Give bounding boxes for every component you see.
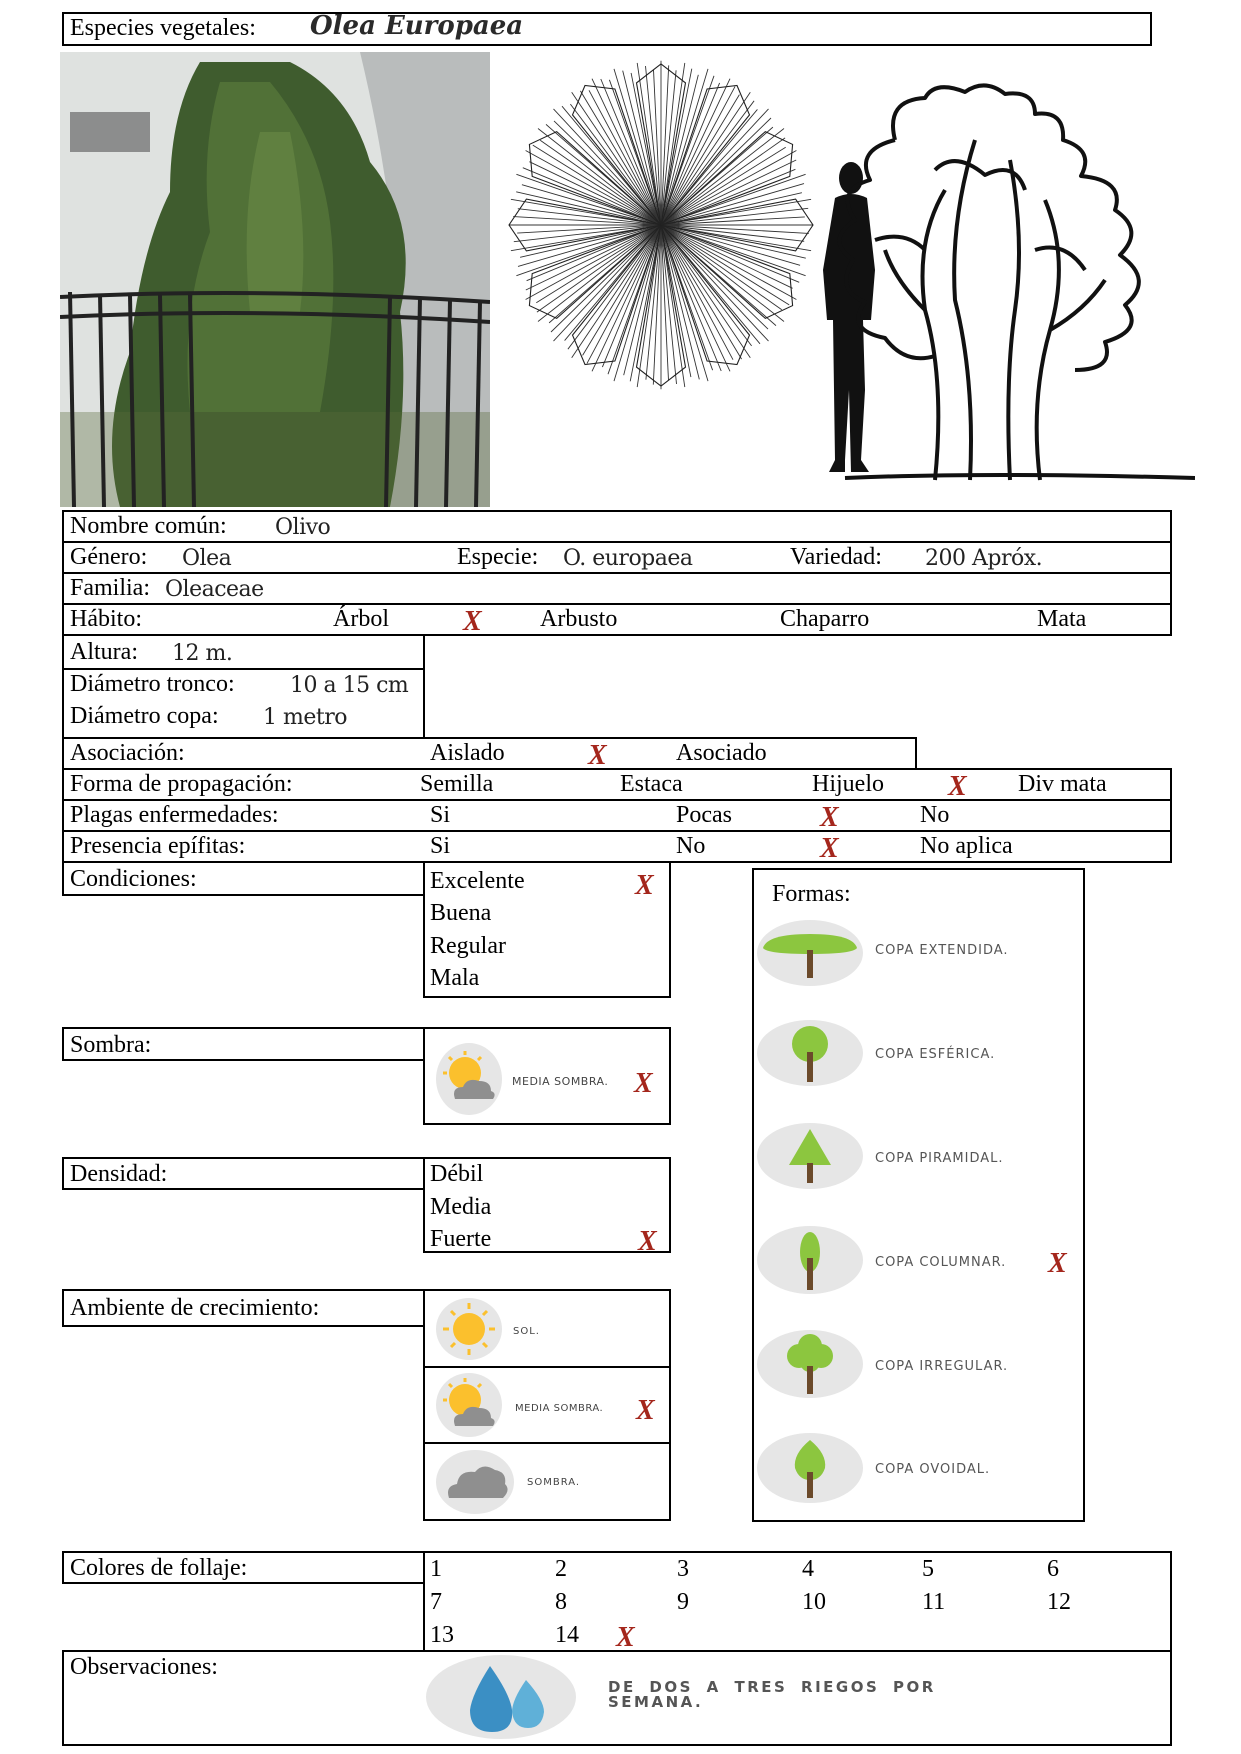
propagation-option-cutting: Estaca [620, 771, 683, 797]
shade-option-text: MEDIA SOMBRA. [512, 1075, 609, 1088]
foliage-number: 8 [555, 1589, 567, 1615]
growth-env-divider-2 [423, 1442, 671, 1444]
epiphytes-option-yes: Si [430, 833, 451, 859]
habit-label: Hábito: [70, 606, 142, 632]
common-name-label: Nombre común: [70, 513, 227, 539]
growth-env-option-partial: MEDIA SOMBRA. [515, 1403, 604, 1414]
shapes-label: Formas: [772, 881, 851, 907]
columnar-crown-icon [757, 1228, 863, 1292]
foliage-number: 6 [1047, 1556, 1059, 1582]
species-name: Olea Europaea [310, 11, 524, 41]
habit-option-mata: Mata [1037, 606, 1087, 632]
association-label: Asociación: [70, 740, 185, 766]
habit-option-tree: Árbol [333, 606, 389, 632]
crown-label: Diámetro copa: [70, 703, 219, 729]
association-option-associated: Asociado [676, 740, 767, 766]
propagation-label: Forma de propagación: [70, 771, 293, 797]
foliage-number: 4 [802, 1556, 814, 1582]
ovoid-crown-icon [757, 1436, 863, 1500]
trunk-label: Diámetro tronco: [70, 671, 235, 697]
foliage-number: 2 [555, 1556, 567, 1582]
cloud-icon [445, 1462, 509, 1502]
shade-label: Sombra: [70, 1032, 152, 1058]
tree-elevation-drawing [785, 80, 1195, 490]
observations-label: Observaciones: [70, 1654, 218, 1680]
density-mark: X [638, 1226, 657, 1257]
pyramidal-crown-icon [757, 1125, 863, 1187]
density-option-weak: Débil [430, 1161, 484, 1187]
irregular-crown-icon [757, 1332, 863, 1396]
growth-env-divider-1 [423, 1366, 671, 1368]
conditions-option-good: Buena [430, 900, 492, 926]
genus-label: Género: [70, 544, 148, 570]
conditions-option-regular: Regular [430, 933, 506, 959]
family-value: Oleaceae [165, 577, 264, 602]
conditions-option-excellent: Excelente [430, 868, 525, 894]
habit-option-chaparro: Chaparro [780, 606, 870, 632]
water-drops-icon [450, 1660, 560, 1740]
propagation-mark: X [948, 771, 967, 802]
epiphytes-label: Presencia epífitas: [70, 833, 246, 859]
conditions-mark: X [635, 870, 654, 901]
trunk-value: 10 a 15 cm [290, 673, 409, 698]
observations-text: DE DOS A TRES RIEGOS POR SEMANA. [608, 1678, 936, 1711]
foliage-number: 14 [555, 1622, 579, 1648]
family-label: Familia: [70, 575, 150, 601]
foliage-number: 1 [430, 1556, 442, 1582]
density-label: Densidad: [70, 1161, 168, 1187]
conditions-label: Condiciones: [70, 866, 197, 892]
crown-value: 1 metro [263, 705, 347, 730]
height-label: Altura: [70, 639, 138, 665]
foliage-number: 3 [677, 1556, 689, 1582]
pests-mark: X [820, 802, 839, 833]
epiphytes-option-no: No [676, 833, 706, 859]
spherical-crown-icon [757, 1022, 863, 1084]
epiphytes-option-na: No aplica [920, 833, 1013, 859]
density-option-strong: Fuerte [430, 1226, 492, 1252]
spreading-crown-icon [757, 926, 863, 982]
shape-option-pyramidal: COPA PIRAMIDAL. [875, 1151, 1004, 1166]
row-common-name [62, 510, 1172, 543]
height-value: 12 m. [172, 641, 233, 666]
propagation-option-sucker: Hijuelo [812, 771, 884, 797]
variety-label: Variedad: [790, 544, 882, 570]
density-option-medium: Media [430, 1194, 492, 1220]
variety-value: 200 Apróx. [925, 546, 1043, 571]
association-option-isolated: Aislado [430, 740, 505, 766]
tree-photo [60, 52, 490, 507]
sun-icon [443, 1303, 495, 1355]
association-mark: X [588, 740, 607, 771]
shape-option-spreading: COPA EXTENDIDA. [875, 943, 1009, 958]
foliage-number: 9 [677, 1589, 689, 1615]
foliage-number: 11 [922, 1589, 946, 1615]
partly-cloudy-icon [441, 1378, 497, 1434]
pests-option-yes: Si [430, 802, 451, 828]
shape-mark: X [1048, 1248, 1067, 1279]
foliage-number: 13 [430, 1622, 454, 1648]
shape-option-columnar: COPA COLUMNAR. [875, 1255, 1007, 1270]
foliage-number: 12 [1047, 1589, 1071, 1615]
species-field-label: Especie: [457, 544, 539, 570]
shape-option-ovoid: COPA OVOIDAL. [875, 1462, 991, 1477]
foliage-number: 5 [922, 1556, 934, 1582]
growth-env-label: Ambiente de crecimiento: [70, 1295, 320, 1321]
growth-env-option-sun: SOL. [513, 1326, 540, 1337]
habit-mark: X [463, 606, 482, 637]
pests-label: Plagas enfermedades: [70, 802, 279, 828]
foliage-mark: X [616, 1622, 635, 1653]
growth-env-option-shade: SOMBRA. [527, 1477, 581, 1488]
genus-value: Olea [182, 546, 232, 571]
propagation-option-division: Div mata [1018, 771, 1107, 797]
shade-mark: X [634, 1068, 653, 1099]
species-field-value: O. europaea [563, 546, 693, 571]
common-name-value: Olivo [275, 515, 331, 540]
species-header-label: Especies vegetales: [70, 15, 256, 41]
growth-env-mark: X [636, 1395, 655, 1426]
shape-option-irregular: COPA IRREGULAR. [875, 1359, 1009, 1374]
propagation-option-seed: Semilla [420, 771, 494, 797]
epiphytes-mark: X [820, 833, 839, 864]
pests-option-no: No [920, 802, 950, 828]
pests-option-few: Pocas [676, 802, 732, 828]
foliage-label: Colores de follaje: [70, 1555, 248, 1581]
habit-option-shrub: Arbusto [540, 606, 618, 632]
foliage-number: 7 [430, 1589, 442, 1615]
plan-view-drawing [505, 55, 817, 395]
conditions-option-bad: Mala [430, 965, 480, 991]
partly-cloudy-icon [441, 1051, 497, 1107]
foliage-number: 10 [802, 1589, 826, 1615]
shape-option-spherical: COPA ESFÉRICA. [875, 1047, 996, 1062]
